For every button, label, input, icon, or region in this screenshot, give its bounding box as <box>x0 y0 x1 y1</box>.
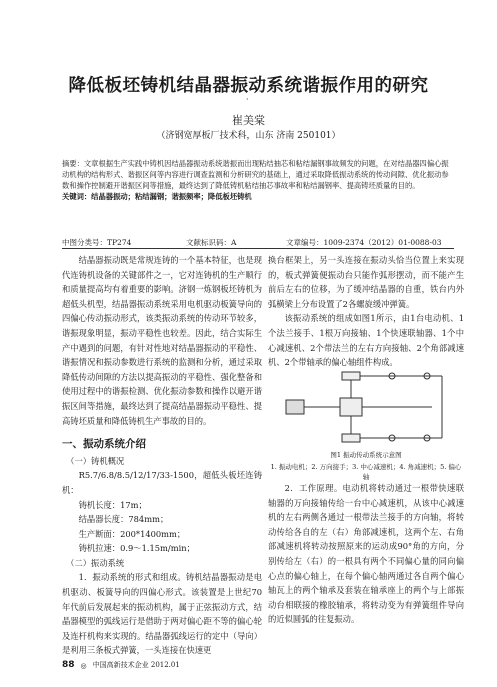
spec-item: 生产断面：200*1400mm； <box>78 528 186 539</box>
spec-item: 铸机长度：17m； <box>78 499 147 510</box>
abstract: 摘要：文章根据生产实践中铸机因结晶器振动系统谐振而出现粘结抽芯和粘结漏钢事故频发的问题，在对结晶器四偏心振动机构的结构形式、谐振区间等内容进行调查监测和分析研究的基础上，通过采取降低振动系统的传动间隙、优化振动参数和操作控制避开谐振区间等措施，最终达到了降低铸机粘结抽芯事故率和粘结漏钢率、提高铸坯质量的目的。 <box>62 159 449 190</box>
vibration-system-diagram <box>282 370 462 446</box>
page-number: 88 <box>62 660 75 670</box>
abstract-block <box>62 158 454 202</box>
figure-legend: 1. 振动电机；2. 万向接手；3. 中心减速机；4. 角减速机；5. 偏心轴 <box>270 463 462 481</box>
subsection-heading: （一）铸机概况 <box>66 455 125 466</box>
section-heading: 一、振动系统介绍 <box>62 438 146 451</box>
figure-caption: 图1 振动传动系统示意图 <box>330 451 402 459</box>
doc-code: 文献标识码：A <box>186 238 237 247</box>
body-paragraph: 2．工作原理。电动机将转动通过一根带快速联轴器的万向接轴传给一台中心减速机，从该中心减速机的左右两侧各通过一根带法兰接手的方向轴，将转动传给各自的左（右）角部减速机，这两个左、右角部减速机将转动按照原来的运动成90°角的方向，分别传给左（右）的一根具有两个不同偏心量的同向偏心点的偏心轴上，在每个偏心轴两通过各自两个偏心轴瓦上的两个轴承及套装在轴承座上的两个与上部振动台相联接的橡胶轴承，将转动变为有弹簧组件导向的近似圆弧的往复振动。 <box>268 483 464 625</box>
right-column-bottom <box>268 481 464 627</box>
center-reducer-shape <box>340 398 362 416</box>
machine-model: R5.7/6.8/8.5/12/17/33-1500，超低头板坯连铸机： <box>62 470 262 495</box>
affiliation: （济钢宽厚板厂技术科，山东 济南 250101） <box>156 131 341 141</box>
page-footer <box>62 660 180 670</box>
author: 崔美棠 <box>232 114 265 127</box>
right-column-top <box>268 253 464 370</box>
journal-name: 中国高新技术企业 2012.01 <box>92 661 180 669</box>
intro-paragraph: 结晶器振动既是常规连铸的一个基本特征，也是现代连铸机设备的关键部件之一，它对连铸机的生产顺行和质量提高均有着重要的影响。济钢一炼钢板坯铸机为超低头机型，结晶器振动系统采用电机驱动板簧导向的四偏心传动振动形式，该类振动系统的传动环节较多，谐振现象明显，振动平稳性也较差。因此，结合实际生产中遇到的问题，有针对性地对结晶器振动的平稳性、谐振情况和振动参数进行系统的监测和分析，通过采取降低传动间隙的方法以提高振动的平稳性、强化整备和使用过程中的谐振检测、优化振动参数和操作以避开谐振区间等措施，最终达到了提高结晶器振动平稳性、提高铸坯质量和降低铸机生产事故的目的。 <box>62 255 262 426</box>
journal-logo-icon: ◎ <box>80 660 87 670</box>
spec-item: 铸机拉速：0.9～1.15m/min； <box>78 543 195 554</box>
keywords: 关键词：结晶器振动；粘结漏钢；谐振频率；降低板坯铸机 <box>62 192 252 201</box>
class-number: 中图分类号：TP274 <box>62 238 132 247</box>
article-number: 文章编号：1009-2374（2012）01-0088-03 <box>286 238 442 247</box>
spec-item: 结晶器长度：784mm； <box>78 514 169 525</box>
corner-reducer-shape <box>342 372 360 380</box>
body-paragraph: 该振动系统的组成如图1所示，由1台电动机、1个法兰接手、1根万向接轴、1个快速联轴器、1个中心减速机、2个带法兰的左右方向接轴、2个角部减速机、2个带轴承的偏心轴组件构成。 <box>268 313 464 368</box>
subsection-heading: （二）振动系统 <box>66 557 125 568</box>
motor-shape <box>286 400 304 414</box>
title-dot: · <box>246 95 249 104</box>
divider <box>62 248 454 249</box>
body-paragraph: 换台框架上，另一头连接在振动头恰当位置上来实现的，板式弹簧便振动台只能作弧形摆动，而不能产生前后左右的位移，为了缓冲结晶器的自重，铁台内外弧横梁上分布设置了2各螺旋缓冲弹簧。 <box>268 255 464 309</box>
body-paragraph: 1．振动系统的形式和组成。铸机结晶器振动是电机驱动、板簧导向的四偏心形式。该装置是上世纪70年代前后发展起来的振动机构，属于正弦振动方式，结晶器模型的弧线运行是借助于两对偏心距不等的偏心轮及连杆机构来实现的。结晶器弧线运行的定中（导向）是利用三条板式弹簧，一头连接在快速更 <box>62 572 262 656</box>
corner-reducer-shape <box>342 434 360 442</box>
paper-title: 降低板坯铸机结晶器振动系统谐振作用的研究 <box>68 76 429 96</box>
left-column <box>62 253 262 658</box>
